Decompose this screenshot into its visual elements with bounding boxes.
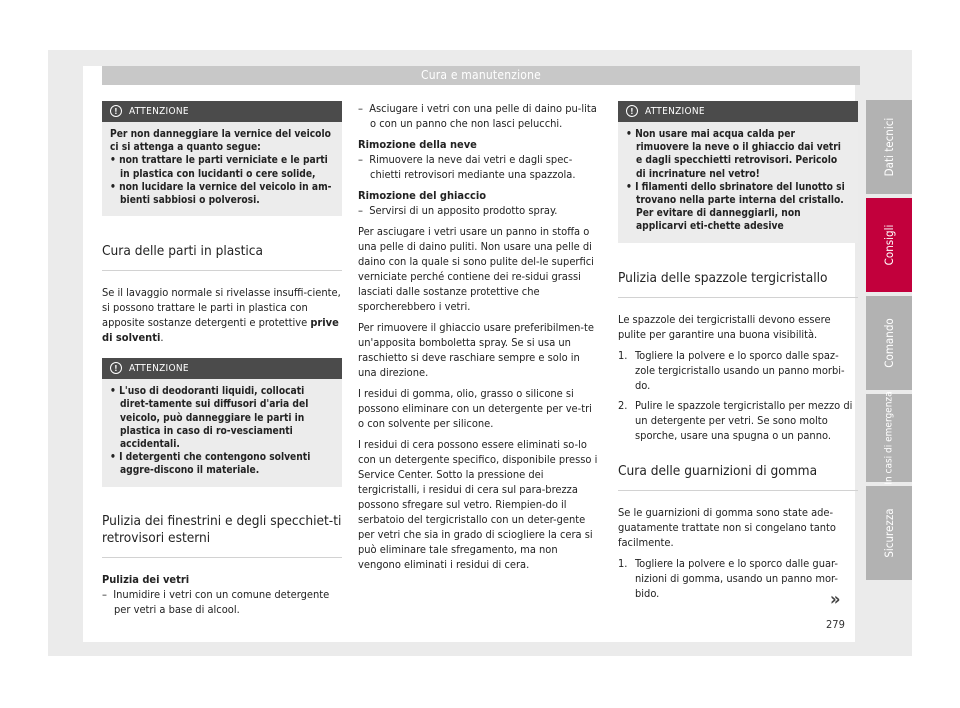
warning-header	[102, 358, 342, 379]
warning-box	[102, 101, 342, 216]
warning-body	[102, 379, 342, 486]
tab-consigli[interactable]: Consigli	[866, 198, 912, 292]
column-2	[358, 101, 598, 572]
paragraph: I residui di gomma, olio, grasso o silicone si possono eliminare con un detergente per ve-tri o con solvente per silicone.	[358, 387, 592, 430]
warning-header	[102, 101, 342, 122]
warning-icon: !	[626, 105, 638, 117]
warning-body	[102, 122, 342, 216]
warning-bullet: • I filamenti dello sbrinatore del lunotto si trovano nella parte interna del cristallo. Per evitare di danneggiarli, non applicarvi eti-chette adesive	[626, 181, 845, 233]
tab-dati-tecnici[interactable]: Dati tecnici	[866, 100, 912, 194]
tab-comando[interactable]: Comando	[866, 296, 912, 390]
paragraph-guarnizioni: Se le guarnizioni di gomma sono state ade-guatamente trattate non si congelano tanto facilmente.	[618, 505, 836, 549]
tab-sicurezza[interactable]: Sicurezza	[866, 486, 912, 580]
dash-item: – Asciugare i vetri con una pelle di daino pu-lita o con un panno che non lasci pelucchi.	[358, 102, 597, 130]
warning-bullet: • L'uso di deodoranti liquidi, collocati diret-tamente sui diffusori d'aria del veicolo, può danneggiare le parti in plastica in caso di ro-vesciamenti accidentali.	[110, 386, 309, 451]
numbered-step: 2. Pulire le spazzole tergicristallo per mezzo di un detergente per vetri. Se sono molto sporche, usare una spugna o un panno.	[618, 398, 853, 442]
warning-bullet: • I detergenti che contengono solventi aggre-discono il materiale.	[110, 452, 311, 477]
page-number: 279	[826, 618, 845, 631]
warning-icon: !	[110, 105, 122, 117]
continue-arrow-icon: »	[830, 589, 841, 610]
heading-spazzole: Pulizia delle spazzole tergicristallo	[618, 270, 858, 298]
warning-title: ATTENZIONE	[129, 106, 189, 117]
subheading-vetri: Pulizia dei vetri	[102, 572, 190, 586]
warning-intro: Per non danneggiare la vernice del veicolo ci si attenga a quanto segue:	[110, 129, 331, 154]
warning-icon: !	[110, 362, 122, 374]
warning-header	[618, 101, 858, 122]
warning-title: ATTENZIONE	[645, 106, 705, 117]
dash-item: – Rimuovere la neve dai vetri e dagli spec-chietti retrovisori mediante una spazzola.	[358, 153, 576, 181]
dash-item: – Servirsi di un apposito prodotto spray.	[358, 204, 558, 217]
dash-item: – Inumidire i vetri con un comune detergente per vetri a base di alcool.	[102, 587, 330, 616]
subheading-neve: Rimozione della neve	[358, 138, 477, 151]
warning-box	[618, 101, 858, 243]
warning-bullet: • non trattare le parti verniciate e le parti in plastica con lucidanti o cere solide,	[110, 155, 328, 180]
heading-guarnizioni: Cura delle guarnizioni di gomma	[618, 463, 858, 491]
paragraph: I residui di cera possono essere eliminati so-lo con un detergente specifico, disponibile presso i Service Center. Sotto la pressione dei tergicristalli, i residui di cera sul para-brezza possono sfregare sul vetro. Riempien-do il serbatoio del tergicristallo con un deter-gente per vetri che sia in grado di sciogliere la cera si può eliminare tale sfregamento, ma non vengono eliminati i residui di cera.	[358, 438, 598, 571]
heading-finestrini: Pulizia dei finestrini e degli specchiet-ti retrovisori esterni	[102, 513, 342, 558]
numbered-step: 1. Togliere la polvere e lo sporco dalle guar-nizioni di gomma, usando un panno mor-bido.	[618, 556, 838, 600]
paragraph: Per asciugare i vetri usare un panno in stoffa o una pelle di daino puliti. Non usare una pelle di daino con la quale si sono pulite del-le superfici verniciate perché contiene dei re-sidui grassi lasciati dalle sostanze protettive che sporcherebbero i vetri.	[358, 225, 594, 313]
paragraph-plastica: Se il lavaggio normale si rivelasse insuffi-ciente, si possono trattare le parti in plastica con apposite sostanze detergenti e protettive prive di solventi.	[102, 286, 341, 345]
column-1	[102, 101, 342, 617]
tab-emergenza[interactable]: In casi di emergenza	[866, 394, 912, 482]
section-header: Cura e manutenzione	[102, 66, 860, 85]
warning-body	[618, 122, 858, 243]
warning-bullet: • Non usare mai acqua calda per rimuovere la neve o il ghiaccio dai vetri e dagli specchietti retrovisori. Pericolo di incrinature nel vetro!	[626, 129, 841, 180]
warning-bullet: • non lucidare la vernice del veicolo in am-bienti sabbiosi o polverosi.	[110, 181, 332, 207]
warning-title: ATTENZIONE	[129, 363, 189, 375]
column-3	[618, 101, 858, 601]
numbered-step: 1. Togliere la polvere e lo sporco dalle spaz-zole tergicristallo usando un panno morbi-do.	[618, 348, 845, 392]
heading-plastica: Cura delle parti in plastica	[102, 243, 342, 271]
chapter-tabs	[866, 100, 912, 584]
warning-box	[102, 358, 342, 486]
subheading-ghiaccio: Rimozione del ghiaccio	[358, 189, 487, 202]
paragraph: Per rimuovere il ghiaccio usare preferibilmen-te un'apposita bomboletta spray. Se si usa un raschietto si deve raschiare sempre e solo in una direzione.	[358, 321, 594, 379]
paragraph-spazzole: Le spazzole dei tergicristalli devono essere pulite per garantire una buona visibilità.	[618, 312, 831, 341]
